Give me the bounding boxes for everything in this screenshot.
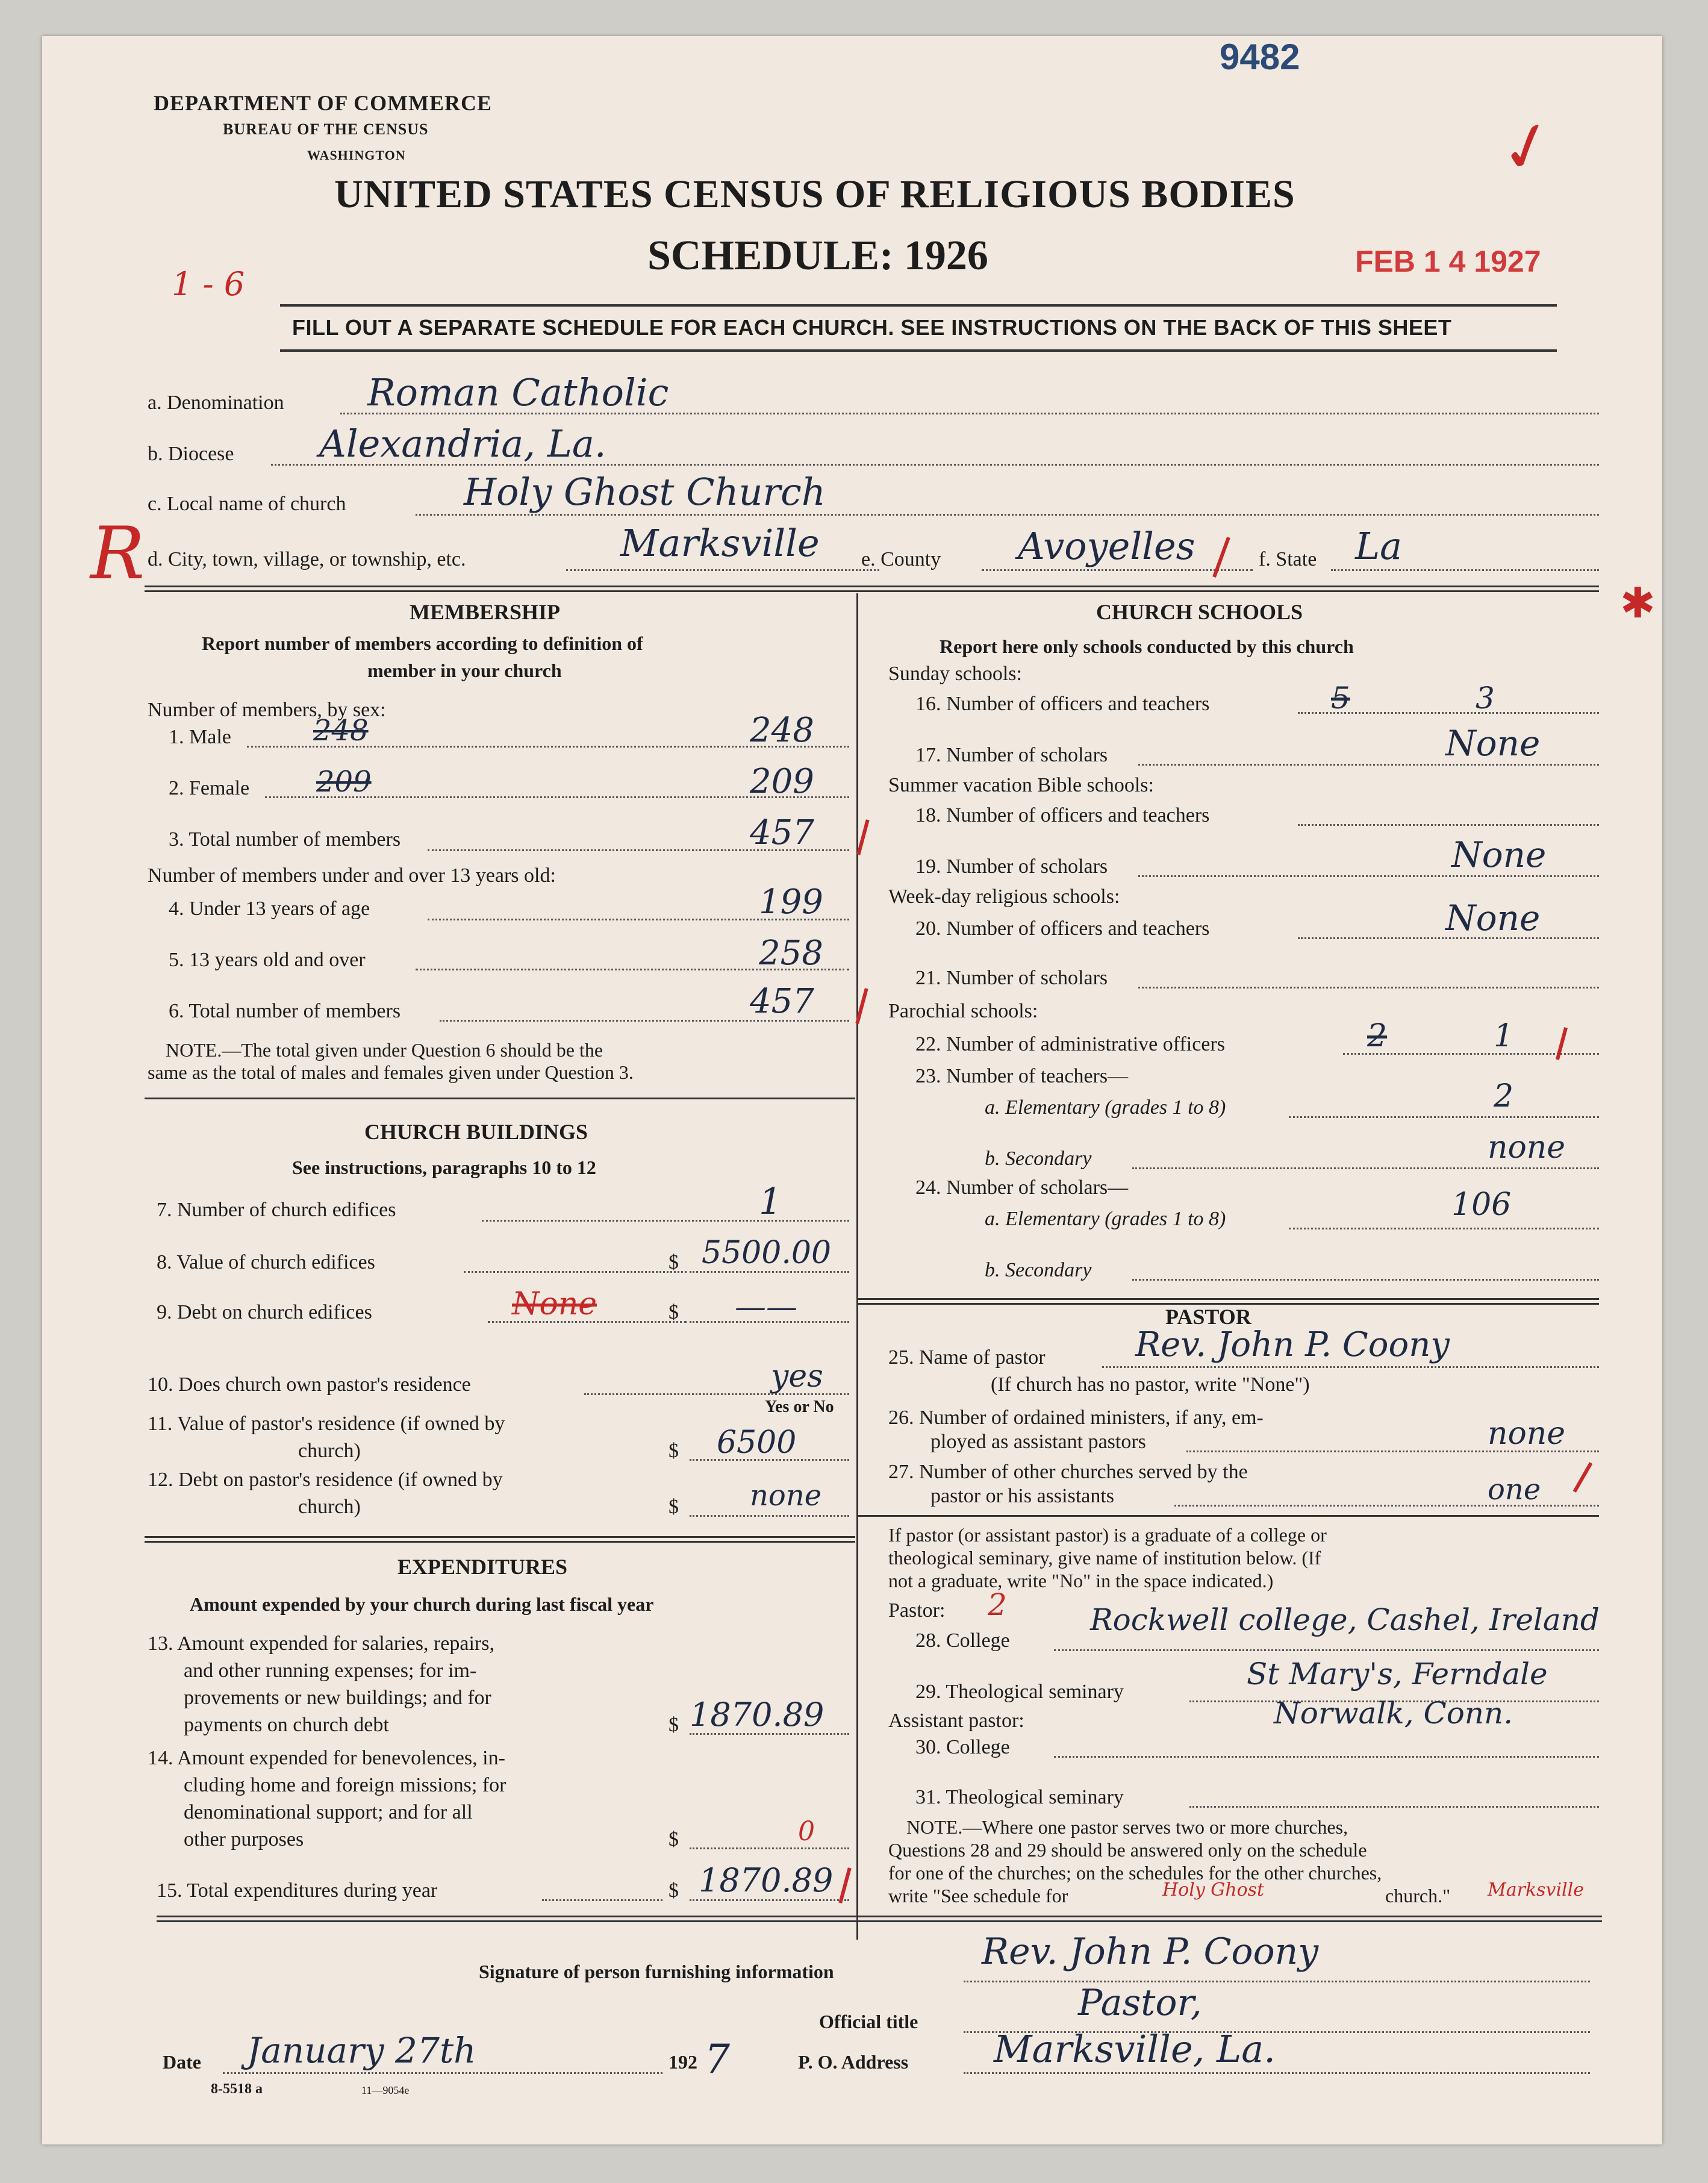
denomination-value[interactable]: Roman Catholic (367, 370, 669, 414)
city-line (566, 569, 879, 571)
sunday-schools-label: Sunday schools: (888, 663, 1022, 685)
q23a-label: a. Elementary (grades 1 to 8) (985, 1096, 1226, 1119)
official-title-value[interactable]: Pastor, (1078, 1982, 1202, 2024)
q3-label: 3. Total number of members (169, 828, 401, 851)
q14-label-3: denominational support; and for all (184, 1801, 473, 1823)
q15-check (838, 1867, 851, 1903)
q17-label: 17. Number of scholars (915, 744, 1108, 766)
margin-mark-r: R (90, 512, 145, 596)
q9-line (488, 1321, 687, 1323)
q14-value[interactable]: 0 (798, 1816, 815, 1847)
q26-label-2: ployed as assistant pastors (930, 1431, 1146, 1453)
county-value[interactable]: Avoyelles (1018, 524, 1195, 568)
q17-line (1138, 764, 1599, 766)
q29-label: 29. Theological seminary (915, 1681, 1124, 1703)
q16-value[interactable]: 3 (1476, 681, 1495, 716)
id-rule-2 (145, 590, 1599, 592)
column-divider (856, 593, 858, 1940)
q15-line (542, 1899, 662, 1901)
membership-note-1: NOTE.—The total given under Question 6 should be the (166, 1039, 603, 1061)
q30-label: 30. College (915, 1736, 1010, 1758)
q4-value[interactable]: 199 (759, 882, 823, 922)
date-line (223, 2072, 662, 2074)
q4-label: 4. Under 13 years of age (169, 898, 370, 920)
q7-line (482, 1220, 849, 1222)
age-heading: Number of members under and over 13 years old: (148, 864, 556, 887)
membership-rule (145, 1098, 855, 1099)
q15-dollar: $ (669, 1879, 679, 1902)
q12-value[interactable]: none (750, 1479, 822, 1513)
q10-label: 10. Does church own pastor's residence (148, 1373, 471, 1396)
q22-struck: 2 (1367, 1018, 1388, 1054)
county-check (1212, 537, 1230, 578)
form-title: UNITED STATES CENSUS OF RELIGIOUS BODIES (334, 172, 1295, 216)
denomination-line (340, 413, 1599, 414)
church-name-label: c. Local name of church (148, 493, 346, 515)
diocese-value[interactable]: Alexandria, La. (319, 422, 606, 466)
q13-label-3: provements or new buildings; and for (184, 1687, 491, 1709)
membership-intro-2: member in your church (367, 660, 562, 681)
q13-label-4: payments on church debt (184, 1714, 389, 1736)
q24a-line (1289, 1228, 1599, 1229)
state-label: f. State (1259, 548, 1317, 570)
city-value[interactable]: Marksville (620, 521, 820, 565)
q13-value[interactable]: 1870.89 (690, 1696, 824, 1734)
church-name-line (416, 514, 1599, 516)
pastor-rule (858, 1515, 1599, 1517)
q15-value[interactable]: 1870.89 (699, 1861, 834, 1899)
margin-mark-top: 1 - 6 (172, 265, 245, 303)
q28-line (1054, 1649, 1599, 1651)
q21-line (1138, 987, 1599, 988)
expenditures-title: EXPENDITURES (397, 1555, 568, 1579)
date-label: Date (163, 2051, 201, 2073)
q24b-label: b. Secondary (985, 1259, 1092, 1281)
city-label: d. City, town, village, or township, etc. (148, 548, 466, 570)
membership-note-2: same as the total of males and females given under Question 3. (148, 1061, 634, 1083)
pastor-title: PASTOR (1165, 1305, 1251, 1329)
q18-label: 18. Number of officers and teachers (915, 804, 1210, 826)
q30-line (1054, 1756, 1599, 1758)
q5-value[interactable]: 258 (759, 934, 823, 973)
q5-label: 5. 13 years old and over (169, 949, 366, 971)
address-line (964, 2072, 1590, 2074)
buildings-sub: See instructions, paragraphs 10 to 12 (292, 1157, 596, 1178)
q16-label: 16. Number of officers and teachers (915, 693, 1210, 715)
q22-label: 22. Number of administrative officers (915, 1033, 1225, 1055)
q25-hint: (If church has no pastor, write "None") (991, 1373, 1310, 1396)
buildings-title: CHURCH BUILDINGS (364, 1120, 588, 1144)
address-label: P. O. Address (798, 2051, 909, 2073)
q20-value[interactable]: None (1445, 898, 1541, 938)
year-value[interactable]: 7 (705, 2036, 730, 2082)
q12-value-line (690, 1515, 849, 1517)
q8-value[interactable]: 5500.00 (702, 1235, 832, 1271)
q28-label: 28. College (915, 1629, 1010, 1652)
bureau-heading: BUREAU OF THE CENSUS (223, 120, 429, 138)
q17-value[interactable]: None (1445, 723, 1541, 764)
q31-label: 31. Theological seminary (915, 1786, 1124, 1808)
fill-out-instruction: FILL OUT A SEPARATE SCHEDULE FOR EACH CHURCH. SEE INSTRUCTIONS ON THE BACK OF THIS SHEET (292, 315, 1452, 340)
q9-label: 9. Debt on church edifices (157, 1301, 372, 1323)
q2-struck: 209 (316, 765, 372, 799)
q9-struck: None (512, 1286, 597, 1322)
pastor-note-hw[interactable]: Holy Ghost (1162, 1879, 1265, 1900)
membership-title: MEMBERSHIP (410, 600, 561, 624)
pastor-note-tail: church." (1385, 1885, 1451, 1907)
q23a-value[interactable]: 2 (1494, 1078, 1514, 1114)
q23-label: 23. Number of teachers— (915, 1065, 1129, 1087)
form-number: 8-5518 a (211, 2081, 263, 2097)
q23b-value[interactable]: none (1488, 1129, 1566, 1166)
grad-note-2: theological seminary, give name of institution below. (If (888, 1547, 1321, 1569)
q29-value[interactable]: St Mary's, Ferndale (1247, 1657, 1548, 1691)
grad-note-3: not a graduate, write "No" in the space indicated.) (888, 1570, 1274, 1591)
q1-label: 1. Male (169, 726, 231, 748)
buildings-rule-1 (145, 1536, 855, 1538)
county-label: e. County (861, 548, 941, 570)
members-by-sex-label: Number of members, by sex: (148, 699, 386, 721)
q14-label-4: other purposes (184, 1828, 304, 1850)
q13-label-2: and other running expenses; for im- (184, 1660, 477, 1682)
q26-label-1: 26. Number of ordained ministers, if any, em- (888, 1407, 1264, 1429)
denomination-label: a. Denomination (148, 392, 284, 414)
q6-value[interactable]: 457 (750, 982, 814, 1021)
q22-check (1556, 1027, 1568, 1060)
signature-line (964, 1981, 1590, 1982)
q9-dollar: $ (669, 1301, 679, 1323)
stamp-date: FEB 1 4 1927 (1355, 245, 1541, 278)
department-heading: DEPARTMENT OF COMMERCE (154, 91, 493, 115)
pastor-note-3: for one of the churches; on the schedules for the other churches, (888, 1862, 1382, 1884)
diocese-line (271, 464, 1599, 466)
q27-label-1: 27. Number of other churches served by the (888, 1461, 1248, 1483)
q23b-line (1132, 1167, 1599, 1169)
signature-value[interactable]: Rev. John P. Coony (982, 1931, 1319, 1973)
q25-line (1102, 1366, 1599, 1368)
weekday-schools-label: Week-day religious schools: (888, 885, 1120, 908)
id-rule-1 (145, 586, 1599, 587)
q27-check (1573, 1462, 1593, 1493)
q24-label: 24. Number of scholars— (915, 1176, 1129, 1199)
q7-label: 7. Number of church edifices (157, 1199, 396, 1221)
assistant-pastor-label: Assistant pastor: (888, 1710, 1024, 1732)
q10-hint: Yes or No (765, 1398, 834, 1416)
pastor-label: Pastor: (888, 1599, 946, 1622)
header-rule-top (280, 304, 1557, 307)
q15-label: 15. Total expenditures during year (157, 1879, 438, 1902)
schedule-title: SCHEDULE: 1926 (647, 233, 988, 279)
q2-label: 2. Female (169, 777, 250, 799)
q11-label-1: 11. Value of pastor's residence (if owned by (148, 1413, 505, 1435)
red-checkmark: ✓ (1491, 105, 1564, 190)
q21-label: 21. Number of scholars (915, 967, 1108, 989)
q19-label: 19. Number of scholars (915, 855, 1108, 878)
q20-label: 20. Number of officers and teachers (915, 917, 1210, 940)
q12-dollar: $ (669, 1496, 679, 1518)
pastor-note-hw-2[interactable]: Marksville (1488, 1879, 1585, 1900)
q14-label-1: 14. Amount expended for benevolences, in- (148, 1747, 505, 1769)
q14-value-line (690, 1847, 849, 1849)
q11-dollar: $ (669, 1440, 679, 1462)
q3-check (856, 819, 869, 855)
census-schedule-sheet (42, 36, 1662, 2144)
q11-label-2: church) (298, 1440, 361, 1462)
q18-line (1298, 824, 1599, 826)
q1-value[interactable]: 248 (750, 711, 814, 750)
signature-label: Signature of person furnishing information (479, 1961, 834, 1982)
pastor-note-1: NOTE.—Where one pastor serves two or more churches, (906, 1816, 1348, 1838)
q19-line (1138, 875, 1599, 877)
q25-value[interactable]: Rev. John P. Coony (1135, 1325, 1450, 1364)
q31-line (1189, 1806, 1599, 1808)
q12-label-2: church) (298, 1496, 361, 1518)
address-value[interactable]: Marksville, La. (994, 2027, 1276, 2071)
q23b-label: b. Secondary (985, 1148, 1092, 1170)
q27-value[interactable]: one (1488, 1473, 1541, 1507)
year-prefix: 192 (669, 2051, 697, 2073)
q14-label-2: cluding home and foreign missions; for (184, 1774, 506, 1796)
summer-schools-label: Summer vacation Bible schools: (888, 774, 1154, 796)
q27-label-2: pastor or his assistants (930, 1485, 1115, 1507)
state-line (1331, 569, 1599, 571)
q8-value-line (690, 1271, 849, 1273)
bottom-rule-2 (157, 1920, 1602, 1922)
q16-struck: 5 (1331, 681, 1350, 716)
date-value[interactable]: January 27th (247, 2030, 476, 2071)
q26-value[interactable]: none (1488, 1416, 1566, 1452)
bottom-rule-1 (157, 1916, 1602, 1917)
q15-value-line (690, 1899, 849, 1901)
q24a-label: a. Elementary (grades 1 to 8) (985, 1208, 1226, 1230)
q22-value[interactable]: 1 (1494, 1018, 1514, 1054)
official-title-label: Official title (819, 2011, 918, 2032)
form-number-2: 11—9054e (361, 2084, 410, 2096)
expenditures-sub: Amount expended by your church during last fiscal year (190, 1593, 654, 1615)
q28-value[interactable]: Rockwell college, Cashel, Ireland (1090, 1602, 1600, 1637)
q13-dollar: $ (669, 1714, 679, 1736)
state-value[interactable]: La (1355, 524, 1403, 568)
q19-value[interactable]: None (1451, 834, 1547, 875)
q11-value[interactable]: 6500 (717, 1425, 797, 1461)
q24a-value[interactable]: 106 (1451, 1187, 1512, 1223)
q10-value[interactable]: yes (771, 1358, 823, 1394)
schools-rule-1 (858, 1298, 1599, 1300)
stamp-number: 9482 (1220, 37, 1300, 77)
q2-value[interactable]: 209 (750, 762, 814, 801)
q8-dollar: $ (669, 1251, 679, 1273)
q1-struck: 248 (313, 714, 369, 748)
pastor-note-4: write "See schedule for (888, 1885, 1068, 1907)
q7-value[interactable]: 1 (759, 1181, 782, 1223)
q12-label-1: 12. Debt on pastor's residence (if owned by (148, 1469, 503, 1491)
county-line (982, 569, 1253, 571)
parochial-schools-label: Parochial schools: (888, 1000, 1038, 1022)
q23a-line (1289, 1116, 1599, 1118)
q16-line (1298, 712, 1599, 714)
header-rule-bottom (280, 349, 1557, 352)
grad-note-1: If pastor (or assistant pastor) is a graduate of a college or (888, 1524, 1327, 1546)
q9-value[interactable]: —— (735, 1289, 797, 1325)
pastor-mark: 2 (988, 1587, 1007, 1622)
q13-label-1: 13. Amount expended for salaries, repairs, (148, 1632, 494, 1655)
schools-title: CHURCH SCHOOLS (1096, 600, 1303, 624)
pastor-note-2: Questions 28 and 29 should be answered only on the schedule (888, 1839, 1367, 1861)
city-heading: WASHINGTON (307, 148, 406, 163)
diocese-label: b. Diocese (148, 443, 234, 465)
q6-label: 6. Total number of members (169, 1000, 401, 1022)
membership-intro-1: Report number of members according to definition of (202, 632, 643, 654)
q8-line (464, 1271, 687, 1273)
red-ink-blot: ✱ (1620, 581, 1656, 627)
schools-sub: Report here only schools conducted by this church (940, 636, 1354, 657)
q14-dollar: $ (669, 1828, 679, 1850)
q29-value-2[interactable]: Norwalk, Conn. (1274, 1696, 1513, 1731)
q25-label: 25. Name of pastor (888, 1346, 1046, 1369)
q8-label: 8. Value of church edifices (157, 1251, 375, 1273)
buildings-rule-2 (145, 1541, 855, 1543)
q3-value[interactable]: 457 (750, 813, 814, 852)
church-name-value[interactable]: Holy Ghost Church (464, 470, 826, 514)
q24b-line (1132, 1279, 1599, 1281)
